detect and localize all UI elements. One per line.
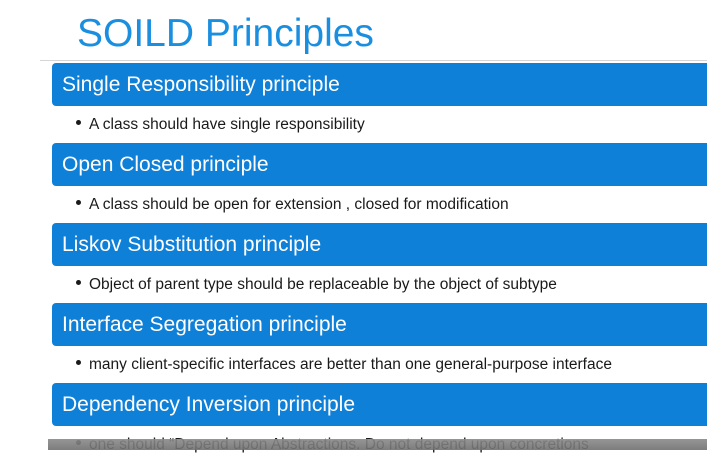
bullet-icon	[76, 120, 81, 125]
bullet-icon	[76, 200, 81, 205]
principle-description-text: A class should have single responsibility	[89, 116, 365, 133]
bullet-icon	[76, 360, 81, 365]
video-player-overlay	[48, 439, 707, 450]
principle-header: Liskov Substitution principle	[52, 223, 707, 266]
principle-item-single-responsibility	[52, 63, 707, 143]
slide-title: SOILD Principles	[77, 12, 374, 55]
principle-item-interface-segregation	[52, 303, 707, 383]
principle-description	[52, 346, 707, 383]
principle-description	[52, 186, 707, 223]
principle-header: Interface Segregation principle	[52, 303, 707, 346]
bullet-icon	[76, 280, 81, 285]
principle-description	[52, 266, 707, 303]
principle-item-dependency-inversion	[52, 383, 707, 463]
principle-item-liskov-substitution	[52, 223, 707, 303]
principle-list	[52, 63, 707, 463]
principle-header: Dependency Inversion principle	[52, 383, 707, 426]
principle-description-text: Object of parent type should be replaceable by the object of subtype	[89, 276, 557, 293]
principle-header: Open Closed principle	[52, 143, 707, 186]
principle-description-text: many client-specific interfaces are better than one general-purpose interface	[89, 356, 612, 373]
principle-description	[52, 106, 707, 143]
principle-description-text: A class should be open for extension , closed for modification	[89, 196, 509, 213]
principle-item-open-closed	[52, 143, 707, 223]
principle-header: Single Responsibility principle	[52, 63, 707, 106]
title-divider	[40, 60, 707, 61]
